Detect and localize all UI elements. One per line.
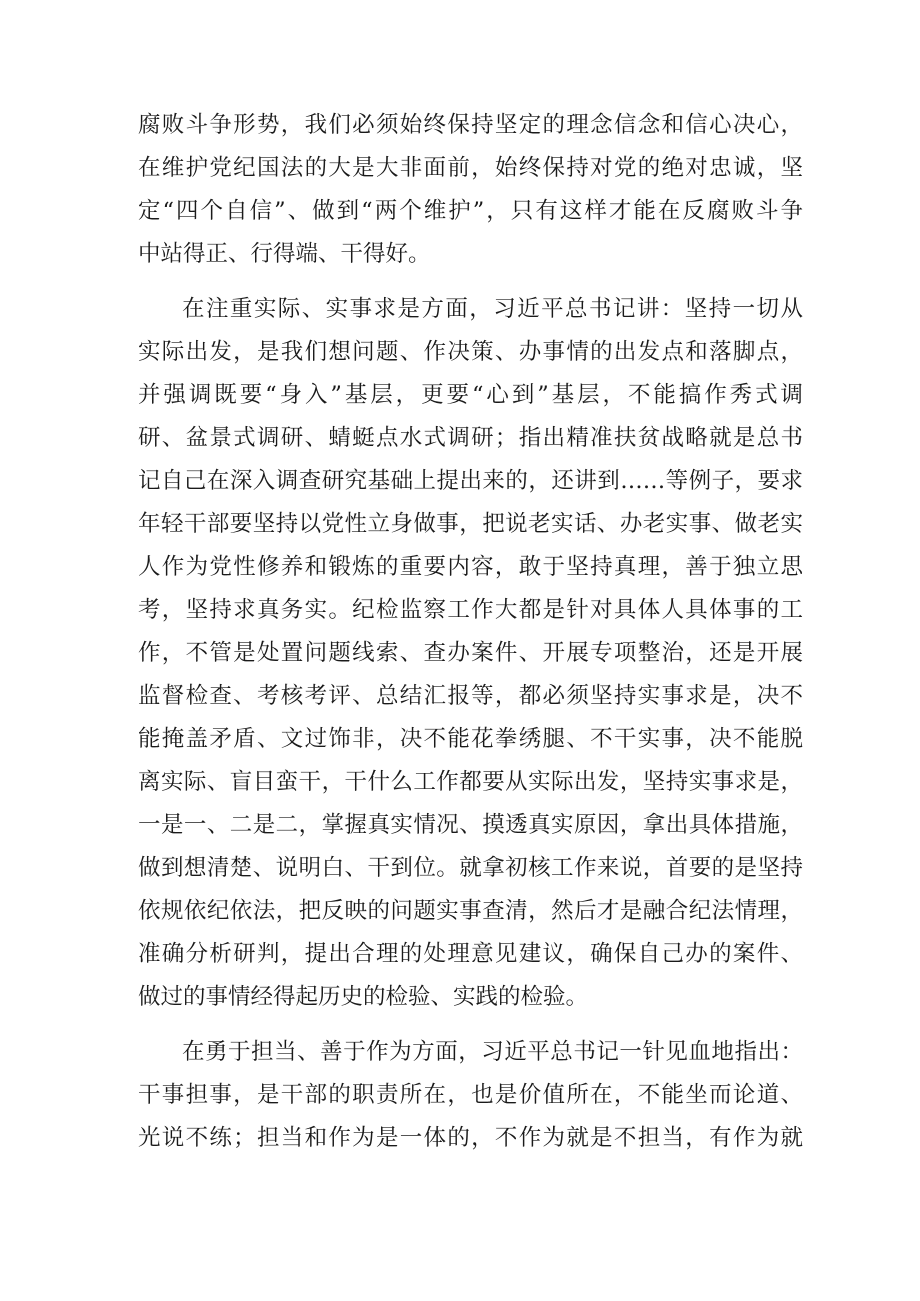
text-line: 研、盆景式调研、蜻蜓点水式调研；指出精准扶贫战略就是总书 bbox=[138, 425, 803, 451]
text-line: 一是一、二是二，掌握真实情况、摸透真实原因，拿出具体措施， bbox=[138, 812, 803, 838]
text-line: 并强调既要“身入”基层，更要“心到”基层，不能搞作秀式调 bbox=[138, 382, 803, 408]
text-line: 年轻干部要坚持以党性立身做事，把说老实话、办老实事、做老实 bbox=[138, 511, 803, 537]
text-line: 考，坚持求真务实。纪检监察工作大都是针对具体人具体事的工 bbox=[138, 597, 803, 623]
text-line: 记自己在深入调查研究基础上提出来的，还讲到……等例子，要求 bbox=[138, 468, 803, 494]
text-line: 中站得正、行得端、干得好。 bbox=[138, 241, 431, 267]
text-line: 光说不练；担当和作为是一体的，不作为就是不担当，有作为就 bbox=[138, 1125, 803, 1151]
text-line: 人作为党性修养和锻炼的重要内容，敢于坚持真理，善于独立思 bbox=[138, 554, 803, 580]
text-line: 做到想清楚、说明白、干到位。就拿初核工作来说，首要的是坚持 bbox=[138, 855, 803, 881]
text-line: 干事担事，是干部的职责所在，也是价值所在，不能坐而论道、 bbox=[138, 1082, 803, 1108]
text-line: 定“四个自信”、做到“两个维护”，只有这样才能在反腐败斗争 bbox=[138, 198, 803, 224]
text-line: 监督检查、考核考评、总结汇报等，都必须坚持实事求是，决不 bbox=[138, 683, 803, 709]
text-line: 在勇于担当、善于作为方面，习近平总书记一针见血地指出： bbox=[182, 1039, 803, 1065]
document-body bbox=[138, 104, 803, 1160]
paragraph bbox=[138, 288, 803, 1019]
paragraph bbox=[138, 1031, 803, 1160]
text-line: 腐败斗争形势，我们必须始终保持坚定的理念信念和信心决心， bbox=[138, 112, 803, 138]
paragraph bbox=[138, 104, 803, 276]
text-line: 能掩盖矛盾、文过饰非，决不能花拳绣腿、不干实事，决不能脱 bbox=[138, 726, 803, 752]
text-line: 在维护党纪国法的大是大非面前，始终保持对党的绝对忠诚，坚 bbox=[138, 155, 803, 181]
text-line: 作，不管是处置问题线索、查办案件、开展专项整治，还是开展 bbox=[138, 640, 803, 666]
text-line: 在注重实际、实事求是方面，习近平总书记讲：坚持一切从 bbox=[182, 296, 803, 322]
text-line: 依规依纪依法，把反映的问题实事查清，然后才是融合纪法情理， bbox=[138, 898, 803, 924]
text-line: 实际出发，是我们想问题、作决策、办事情的出发点和落脚点， bbox=[138, 339, 803, 365]
text-line: 准确分析研判，提出合理的处理意见建议，确保自己办的案件、 bbox=[138, 941, 803, 967]
text-line: 离实际、盲目蛮干，干什么工作都要从实际出发，坚持实事求是， bbox=[138, 769, 803, 795]
text-line: 做过的事情经得起历史的检验、实践的检验。 bbox=[138, 984, 589, 1010]
